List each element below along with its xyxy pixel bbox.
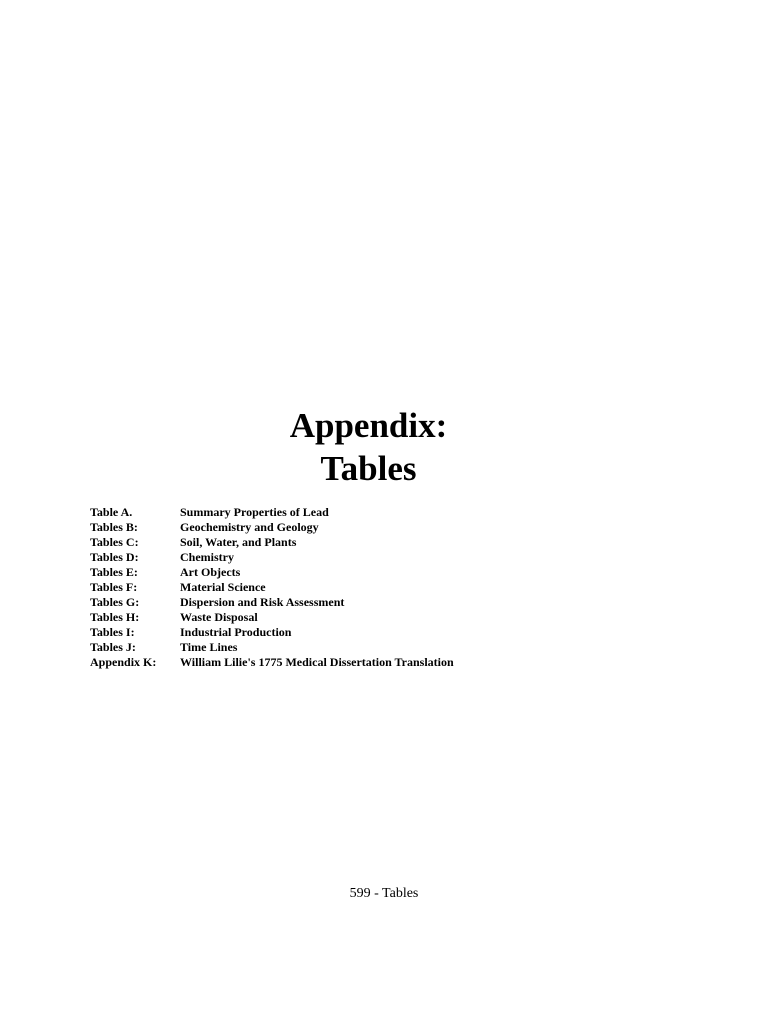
toc-description: Geochemistry and Geology [180,520,319,534]
table-of-contents [90,505,610,670]
toc-label: Tables J: [90,640,136,654]
page-title [0,404,737,490]
toc-label: Tables C: [90,535,139,549]
toc-label: Tables F: [90,580,138,594]
toc-description: Material Science [180,580,266,594]
toc-label: Tables D: [90,550,139,564]
title-line-2: Tables [320,449,417,488]
toc-label: Tables H: [90,610,140,624]
toc-label: Tables G: [90,595,140,609]
toc-label: Tables I: [90,625,135,639]
toc-description: Chemistry [180,550,234,564]
toc-description: Waste Disposal [180,610,258,624]
toc-row-table-a [90,505,610,520]
toc-description: Time Lines [180,640,238,654]
toc-description: Soil, Water, and Plants [180,535,297,549]
toc-row-tables-e [90,565,610,580]
toc-description: Art Objects [180,565,241,579]
toc-description: Industrial Production [180,625,292,639]
toc-label: Table A. [90,505,133,519]
toc-row-tables-d [90,550,610,565]
toc-label: Tables B: [90,520,138,534]
toc-row-tables-b [90,520,610,535]
toc-row-tables-f [90,580,610,595]
toc-description: Summary Properties of Lead [180,505,329,519]
title-line-1: Appendix: [289,406,448,445]
page-number-label: 599 - Tables [349,886,419,901]
toc-description: Dispersion and Risk Assessment [180,595,345,609]
toc-row-tables-i [90,625,610,640]
toc-row-tables-g [90,595,610,610]
toc-label: Appendix K: [90,655,157,669]
toc-row-appendix-k [90,655,610,670]
toc-row-tables-c [90,535,610,550]
toc-row-tables-j [90,640,610,655]
page-footer [0,885,768,903]
toc-label: Tables E: [90,565,138,579]
toc-row-tables-h [90,610,610,625]
toc-description: William Lilie's 1775 Medical Dissertation Translation [180,655,454,669]
